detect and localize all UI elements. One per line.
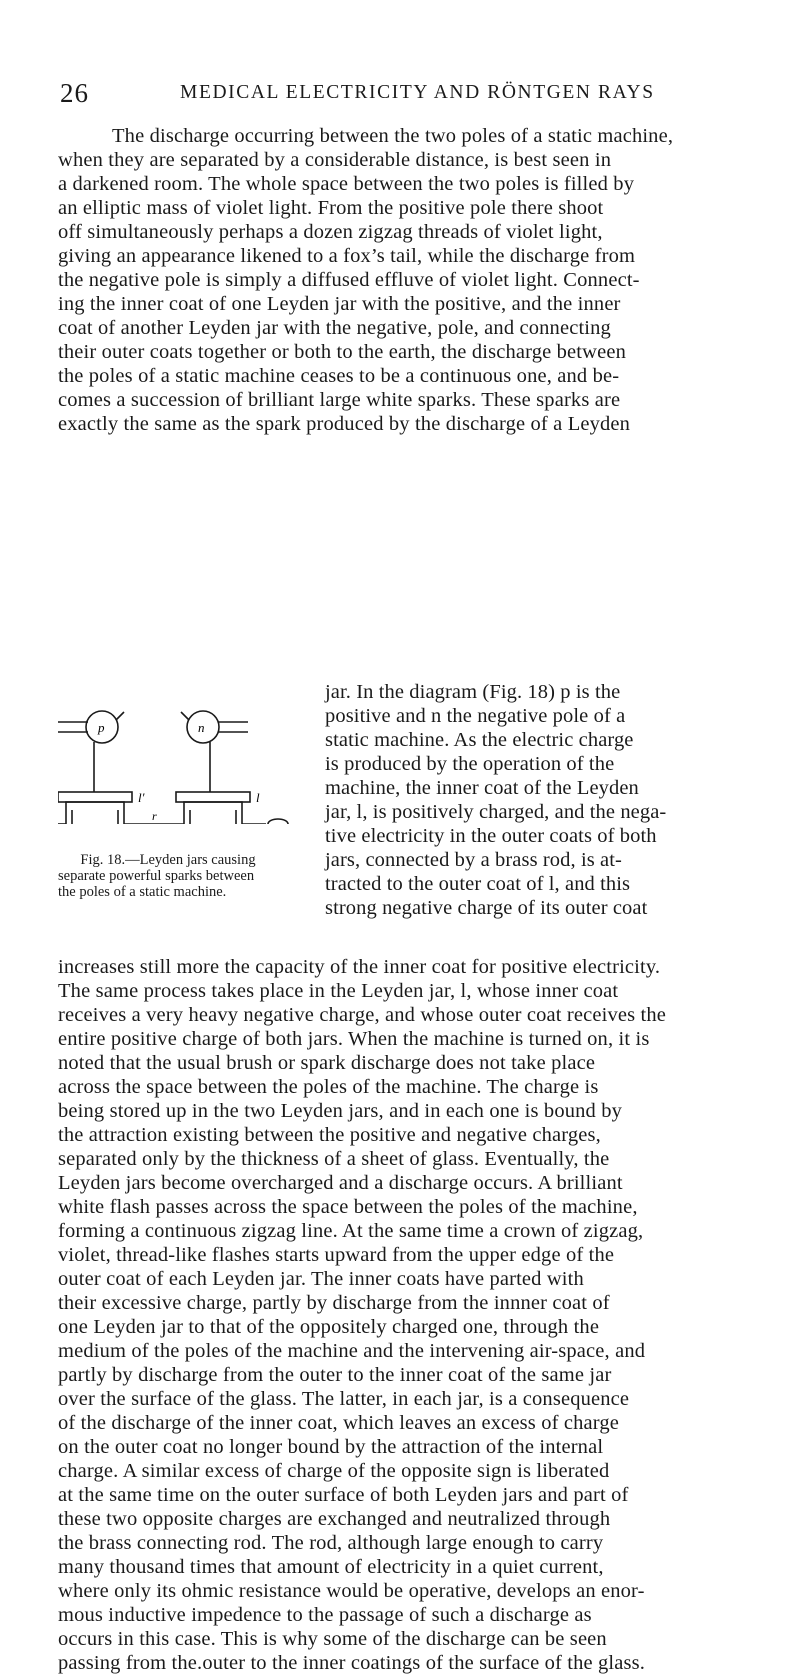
text-line: outer coat of each Leyden jar. The inner coats have parted with	[58, 1268, 584, 1290]
text-line: over the surface of the glass. The latter, in each jar, is a consequence	[58, 1388, 630, 1410]
running-head: MEDICAL ELECTRICITY AND RÖNTGEN RAYS	[180, 82, 655, 103]
text-line: coat of another Leyden jar with the negative, pole, and connecting	[58, 317, 611, 339]
caption-line-3: the poles of a static machine.	[58, 884, 227, 900]
text-line: jars, connected by a brass rod, is at-	[325, 849, 622, 871]
body-text-bottom	[58, 955, 758, 1675]
text-line: charge. A similar excess of charge of the opposite sign is liberated	[58, 1460, 610, 1482]
figure-18	[0, 681, 800, 950]
text-line: receives a very heavy negative charge, and whose outer coat receives the	[58, 1004, 667, 1026]
text-line: partly by discharge from the outer to the inner coat of the same jar	[58, 1364, 612, 1386]
text-line: tive electricity in the outer coats of both	[325, 825, 657, 847]
text-line: mous inductive impedence to the passage of such a discharge as	[58, 1604, 592, 1626]
text-line: Leyden jars become overcharged and a discharge occurs. A brilliant	[58, 1172, 623, 1194]
text-line: an elliptic mass of violet light. From the positive pole there shoot	[58, 197, 604, 219]
text-line: The discharge occurring between the two poles of a static machine,	[112, 125, 674, 147]
text-line: jar. In the diagram (Fig. 18) p is the	[325, 681, 621, 703]
text-line: these two opposite charges are exchanged and neutralized through	[58, 1508, 611, 1530]
text-line: across the space between the poles of the machine. The charge is	[58, 1076, 599, 1098]
text-line: the poles of a static machine ceases to be a continuous one, and be-	[58, 365, 620, 387]
text-line: of the discharge of the inner coat, which leaves an excess of charge	[58, 1412, 620, 1434]
text-line: one Leyden jar to that of the oppositely charged one, through the	[58, 1316, 600, 1338]
text-line: a darkened room. The whole space between the two poles is filled by	[58, 173, 635, 195]
text-line: separated only by the thickness of a sheet of glass. Eventually, the	[58, 1148, 610, 1170]
text-line: positive and n the negative pole of a	[325, 705, 626, 727]
text-line: machine, the inner coat of the Leyden	[325, 777, 639, 799]
text-line: giving an appearance likened to a fox’s tail, while the discharge from	[58, 245, 636, 267]
text-line: forming a continuous zigzag line. At the same time a crown of zigzag,	[58, 1220, 644, 1242]
text-line: when they are separated by a considerable distance, is best seen in	[58, 149, 612, 171]
caption-line-2: separate powerful sparks between	[58, 868, 255, 884]
text-line: noted that the usual brush or spark discharge does not take place	[58, 1052, 596, 1074]
text-line: white flash passes across the space between the poles of the machine,	[58, 1196, 638, 1218]
text-line: tracted to the outer coat of l, and this	[325, 873, 631, 895]
label-p: p	[98, 720, 105, 735]
text-line: The same process takes place in the Leyden jar, l, whose inner coat	[58, 980, 619, 1002]
label-r: r	[152, 809, 157, 823]
text-line: occurs in this case. This is why some of the discharge can be seen	[58, 1628, 607, 1650]
text-line: static machine. As the electric charge	[325, 729, 634, 751]
label-l-left: l′	[138, 790, 145, 805]
body-text-side	[325, 680, 755, 920]
text-line: entire positive charge of both jars. When the machine is turned on, it is	[58, 1028, 650, 1050]
text-line: comes a succession of brilliant large white sparks. These sparks are	[58, 389, 621, 411]
figure-caption	[58, 852, 278, 900]
text-line: passing from the.outer to the inner coatings of the surface of the glass.	[58, 1652, 646, 1674]
body-text-top	[58, 124, 758, 436]
text-line: their excessive charge, partly by discharge from the innner coat of	[58, 1292, 610, 1314]
leyden-jar-diagram	[58, 700, 320, 824]
text-line: off simultaneously perhaps a dozen zigzag threads of violet light,	[58, 221, 603, 243]
text-line: the attraction existing between the positive and negative charges,	[58, 1124, 601, 1146]
text-line: medium of the poles of the machine and the intervening air-space, and	[58, 1340, 646, 1362]
text-line: jar, l, is positively charged, and the nega-	[325, 801, 667, 823]
text-line: ing the inner coat of one Leyden jar with the positive, and the inner	[58, 293, 621, 315]
label-l-right: l	[256, 790, 260, 805]
caption-line-1: Fig. 18.—Leyden jars causing	[80, 852, 256, 868]
text-line: strong negative charge of its outer coat	[325, 897, 648, 919]
page-header	[60, 78, 740, 106]
text-line: increases still more the capacity of the inner coat for positive electricity.	[58, 956, 661, 978]
label-n: n	[198, 720, 205, 735]
text-line: where only its ohmic resistance would be operative, develops an enor-	[58, 1580, 645, 1602]
text-line: at the same time on the outer surface of both Leyden jars and part of	[58, 1484, 629, 1506]
text-line: many thousand times that amount of electricity in a quiet current,	[58, 1556, 604, 1578]
text-line: on the outer coat no longer bound by the attraction of the internal	[58, 1436, 604, 1458]
page-number: 26	[60, 78, 89, 108]
text-line: being stored up in the two Leyden jars, and in each one is bound by	[58, 1100, 622, 1122]
text-line: is produced by the operation of the	[325, 753, 615, 775]
text-line: the brass connecting rod. The rod, although large enough to carry	[58, 1532, 604, 1554]
text-line: violet, thread-like flashes starts upward from the upper edge of the	[58, 1244, 615, 1266]
text-line: the negative pole is simply a diffused effluve of violet light. Connect-	[58, 269, 640, 291]
text-line: exactly the same as the spark produced by the discharge of a Leyden	[58, 413, 631, 435]
text-line: their outer coats together or both to the earth, the discharge between	[58, 341, 626, 363]
